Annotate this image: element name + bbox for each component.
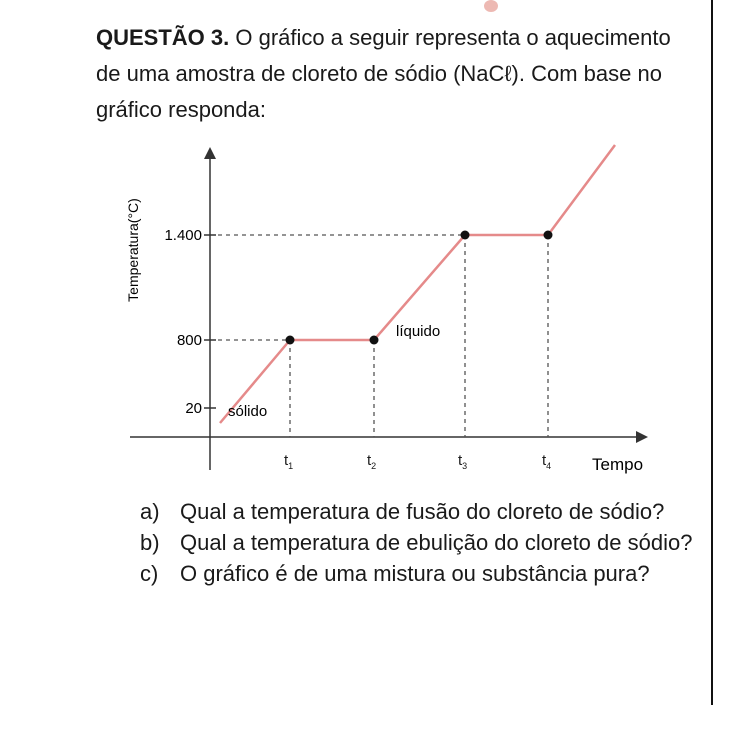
temperature-chart — [120, 140, 680, 485]
question-items — [140, 498, 700, 591]
question-item-a — [140, 498, 700, 526]
x-tick-t4: $t_4$ — [542, 452, 552, 471]
heating-curve — [220, 145, 615, 423]
y-tick-label-20: 20 — [185, 400, 202, 417]
item-letter-c: c) — [140, 561, 159, 586]
item-letter-a: a) — [140, 499, 160, 524]
question-intro — [96, 20, 696, 128]
item-text-c: O gráfico é de uma mistura ou substância pura? — [180, 561, 650, 586]
x-tick-t2: $t_2$ — [367, 452, 377, 471]
x-tick-t3: $t_3$ — [458, 452, 468, 471]
x-axis-label: Tempo — [592, 455, 644, 474]
item-letter-b: b) — [140, 530, 160, 555]
item-text-b: Qual a temperatura de ebulição do cloreto de sódio? — [180, 530, 693, 555]
question-text: O gráfico a seguir representa o aquecimento de uma amostra de cloreto de sódio (NaCℓ). Com base no gráfico responda: — [96, 25, 671, 122]
decorative-blob — [484, 0, 498, 12]
question-item-b — [140, 529, 700, 557]
annotation-liquido: líquido — [396, 323, 441, 340]
question-heading: QUESTÃO 3. — [96, 25, 230, 50]
x-tick-t1: $t_1$ — [284, 452, 294, 471]
question-item-c — [140, 560, 700, 588]
point-t1 — [286, 336, 295, 345]
y-tick-1400 — [164, 227, 216, 244]
point-t3 — [461, 231, 470, 240]
point-t4 — [544, 231, 553, 240]
page-border-line — [711, 0, 713, 705]
y-axis-label: Temperatura(°C) — [125, 198, 141, 302]
y-tick-label-800: 800 — [176, 332, 202, 349]
item-text-a: Qual a temperatura de fusão do cloreto de sódio? — [180, 499, 665, 524]
y-tick-20 — [185, 400, 216, 417]
y-tick-label-1400: 1.400 — [164, 227, 202, 244]
annotation-solido: sólido — [228, 403, 268, 420]
point-t2 — [370, 336, 379, 345]
